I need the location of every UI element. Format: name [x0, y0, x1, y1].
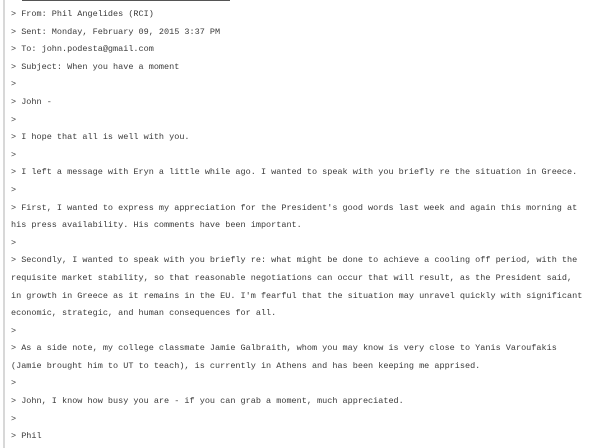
body-line: > — [11, 413, 17, 424]
subject-line: > Subject: When you have a moment — [11, 61, 180, 72]
body-line: his press availability. His comments have been important. — [11, 220, 302, 231]
body-line: > — [11, 149, 17, 160]
body-line: > — [11, 79, 17, 90]
body-line: in growth in Greece as it remains in the EU. I'm fearful that the situation may unravel quickly with significant — [11, 290, 583, 301]
body-line: > First, I wanted to express my appreciation for the President's good words last week and again this morning at — [11, 202, 578, 213]
body-lines — [11, 76, 596, 445]
from-line: > From: Phil Angelides (RCI) — [11, 9, 154, 19]
body-line: > — [11, 114, 17, 125]
body-line: > John, I know how busy you are - if you can grab a moment, much appreciated. — [11, 396, 404, 407]
body-line: > — [11, 237, 17, 248]
to-line: > To: john.podesta@gmail.com — [11, 44, 154, 55]
body-line: > — [11, 325, 17, 336]
body-line: > As a side note, my college classmate Jamie Galbraith, whom you may know is very close to Yanis Varoufakis — [11, 343, 557, 354]
body-line: > Phil — [11, 431, 42, 442]
body-line: > — [11, 378, 17, 389]
quoted-email — [3, 0, 600, 448]
body-line: > — [11, 184, 17, 195]
email-body — [11, 6, 596, 446]
body-line: economic, strategic, and human consequences for all. — [11, 308, 277, 319]
body-line: > I hope that all is well with you. — [11, 132, 190, 143]
body-line: (Jamie brought him to UT to teach), is currently in Athens and has been keeping me apprised. — [11, 360, 481, 371]
body-line: > I left a message with Eryn a little while ago. I wanted to speak with you briefly re the situation in Greece. — [11, 167, 578, 178]
body-line: requisite market stability, so that reasonable negotiations can occur that will result, as the President said, — [11, 272, 573, 283]
body-line: > Secondly, I wanted to speak with you briefly re: what might be done to achieve a cooling off period, with the — [11, 255, 578, 266]
body-line: > John - — [11, 96, 52, 107]
sent-line: > Sent: Monday, February 09, 2015 3:37 PM — [11, 26, 221, 37]
